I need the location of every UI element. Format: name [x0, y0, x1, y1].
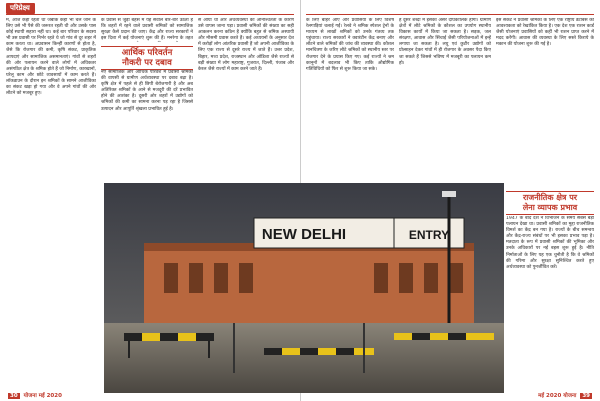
page-number: 39: [582, 393, 590, 399]
street-light-lamp: [442, 191, 456, 197]
column-text: के प्रवास से जुड़ी बहस में यह सवाल बार-बार उठता है कि शहरों में रहने वाले प्रवासी श्रमिकों को सामाजिक सुरक्षा कैसे प्रदान की जाए। केंद्र और राज्य सरकारों ने इस दिशा में कई योजनाएं शुरू की हैं। मनरेगा के तहत: [101, 18, 193, 42]
subheading-line: राजनीतिक क्षेत्र पर: [522, 193, 578, 202]
subheading-rule: [101, 46, 193, 47]
page-number: 30: [10, 393, 18, 399]
subheading-line: नौकरी पर दबाव: [122, 58, 172, 68]
text-column-2-top: [101, 18, 193, 42]
sign-entry: ENTRY: [408, 228, 450, 242]
column-text: में, आज कहां रहता था जबकि कहीं भी चले जाने के लिए उसे भी पैसे की जरूरत रहती थी और उसके पास कोई स्थायी सहारा नहीं था। कई बार परिवार के सदस्य भी उस प्रवासी पर निर्भर रहते थे जो गांव से दूर शहर में काम करता था। अप्रवासन किन्हीं कारणों से होता है, जैसे कि रोजगार की कमी, कृषि संकट, प्राकृतिक आपदाएं और सामाजिक असमानताएं। गांवों से शहरों की ओर पलायन करने वाले लोगों में अधिकतर असंगठित क्षेत्र के श्रमिक होते हैं जो निर्माण, कारखानों, घरेलू काम और छोटे व्यवसायों में काम करते हैं। लॉकडाउन के दौरान इन श्रमिकों के सामने आजीविका का संकट खड़ा हो गया और वे अपने गांवों की ओर लौटने को मजबूर हुए।: [6, 18, 96, 97]
section-tag: परिप्रेक्ष्य: [6, 3, 35, 14]
column-text: से आया था और अर्थव्यवस्था की अनिश्चितता के कारण उसे वापस जाना पड़ा। प्रवासी श्रमिकों की संख्या का सही आकलन करना कठिन है क्योंकि बहुत से श्रमिक अस्थायी और मौसमी प्रवास करते हैं। कई अध्ययनों के अनुसार देश में करोड़ों लोग आंतरिक प्रवासी हैं जो अपनी आजीविका के लिए एक राज्य से दूसरे राज्य में जाते हैं। उत्तर प्रदेश, बिहार, मध्य प्रदेश, राजस्थान और ओडिशा जैसे राज्यों से बड़ी संख्या में लोग महाराष्ट्र, गुजरात, दिल्ली, पंजाब और केरल जैसे राज्यों में काम करने जाते हैं।: [198, 18, 294, 72]
header-rule: [306, 14, 594, 15]
column-text: के लिए बाहर आए और प्रवासियों के लिए विशेष रेलगाड़ियां चलाई गईं। रेलवे ने श्रमिक स्पेशल ट्रेनों के माध्यम से लाखों श्रमिकों को उनके गंतव्य तक पहुंचाया। राज्य सरकारों ने क्वारंटीन केंद्र बनाए और लौटने वाले श्रमिकों की जांच की व्यवस्था की। कौशल मानचित्रण के जरिए लौटे श्रमिकों को स्थानीय स्तर पर रोजगार देने के प्रयास किए गए। कई राज्यों ने श्रम कानूनों में बदलाव भी किए ताकि औद्योगिक गतिविधियों को फिर से शुरू किया जा सके।: [306, 18, 394, 72]
station-photo: [104, 183, 504, 393]
footer-left: [6, 391, 62, 399]
text-column-3: [198, 18, 294, 180]
text-column-4: [306, 18, 394, 180]
text-column-1: [6, 18, 96, 388]
column-text: 1947 के बाद देश ने विभाजन के समय सबसे बड़ा पलायन देखा था। प्रवासी श्रमिकों का मुद्दा राजनीतिक विमर्श का केंद्र बन गया है। राज्यों के बीच समन्वय और केंद्र-राज्य संबंधों पर भी इसका प्रभाव पड़ा है। मतदाता के रूप में प्रवासी श्रमिकों की भूमिका और उनके अधिकारों पर नई बहस शुरू हुई है। नीति निर्माताओं के लिए यह एक चुनौती है कि वे श्रमिकों की गरिमा और सुरक्षा सुनिश्चित करते हुए अर्थव्यवस्था को पुनर्जीवित करें।: [506, 216, 594, 270]
text-column-5: [399, 18, 491, 180]
subheading-political: [506, 190, 594, 216]
footer-right: [538, 391, 594, 399]
text-column-6-bottom: [506, 216, 594, 388]
issue-date: मई 2020: [538, 393, 562, 399]
column-text: इस संकट ने प्रवासी श्रमिकों के लिए एक राष्ट्रीय डेटाबेस की आवश्यकता को रेखांकित किया है। एक देश एक राशन कार्ड जैसी योजनाएं प्रवासियों को कहीं भी राशन प्राप्त करने में मदद करेंगी। आवास की व्यवस्था के लिए सस्ते किराये के मकान की योजना शुरू की गई है।: [496, 18, 594, 48]
column-text: है दूसरे शब्दों में इसका असर दीर्घकालिक होगा। ग्रामीण क्षेत्रों में लौटे श्रमिकों के कौशल का उपयोग स्थानीय विकास कार्यों में किया जा सकता है। सड़क, जल संरक्षण, आवास और सिंचाई जैसी परियोजनाओं में इन्हें लगाया जा सकता है। लघु एवं कुटीर उद्योगों को प्रोत्साहन देकर गांवों में ही रोजगार के अवसर पैदा किए जा सकते हैं जिससे भविष्य में मजबूरी का पलायन कम हो।: [399, 18, 491, 66]
text-column-2-bottom: [101, 70, 193, 180]
subheading-rule: [506, 191, 594, 192]
subheading-economic-change: [101, 45, 193, 71]
magazine-name: योजना: [563, 393, 577, 399]
column-text: नए सामाजिक और आर्थिक परिवेश में प्रवासी श्रमिकों की वापसी से ग्रामीण अर्थव्यवस्था पर दबाव बढ़ा है। कृषि क्षेत्र में पहले से ही छिपी बेरोजगारी है और अब अतिरिक्त श्रमिकों के आने से मजदूरी की दरें प्रभावित होने की आशंका है। दूसरी ओर शहरों में उद्योगों को श्रमिकों की कमी का सामना करना पड़ रहा है जिससे उत्पादन और आपूर्ति श्रृंखला प्रभावित हुई है।: [101, 70, 193, 112]
issue-date: मई 2020: [38, 393, 62, 399]
station-illustration: [104, 183, 504, 393]
magazine-name: योजना: [23, 393, 37, 399]
subheading-line: आर्थिक परिवर्तन: [121, 48, 173, 58]
text-column-6-top: [496, 18, 594, 188]
subheading-line: लेना व्यापक प्रभाव: [522, 203, 578, 212]
subheading-rule: [506, 214, 594, 215]
header-rule: [6, 14, 294, 15]
sign-station-name: NEW DELHI: [261, 226, 347, 243]
